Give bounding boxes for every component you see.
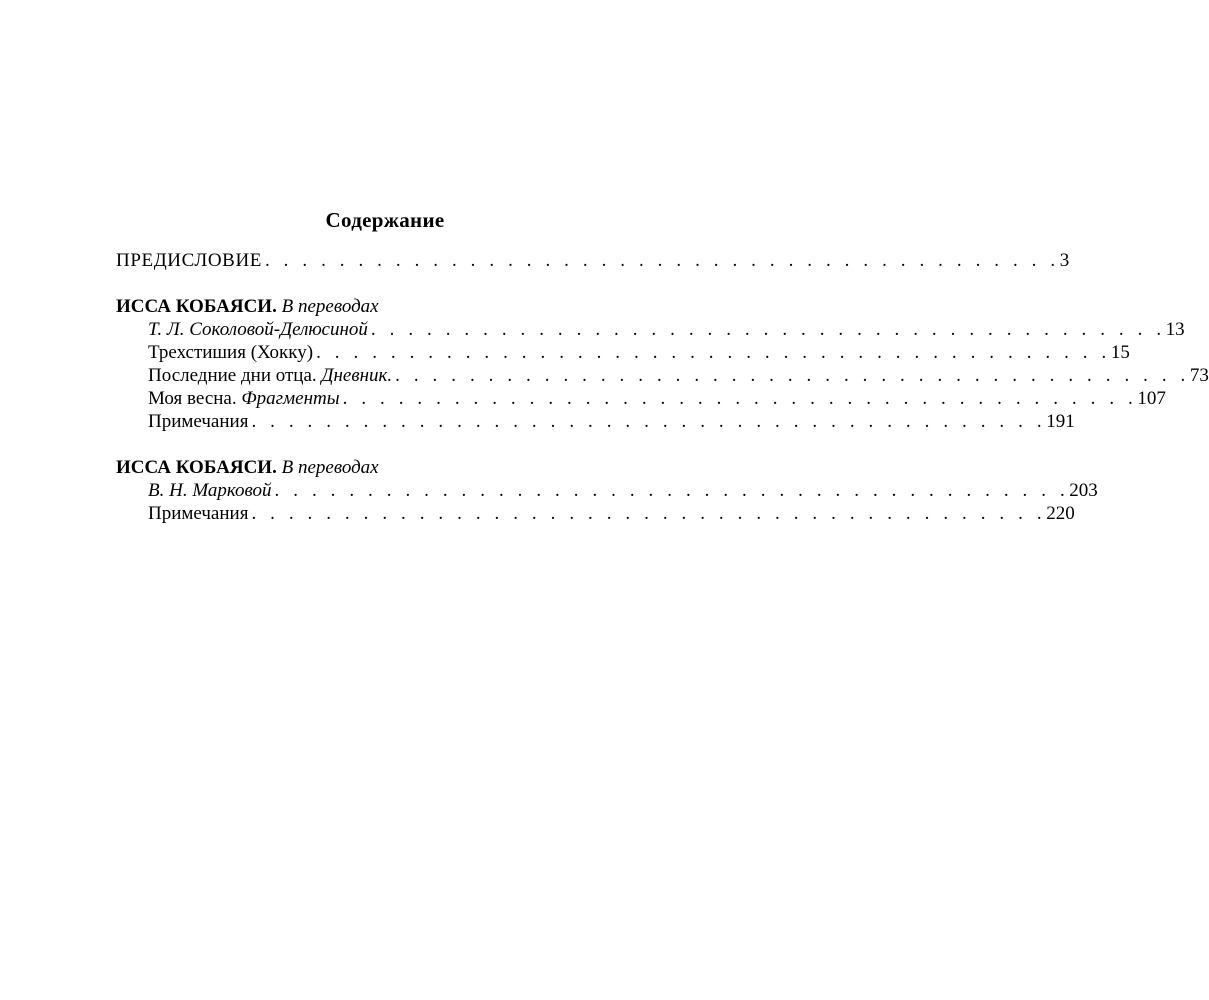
toc-entry-label: Примечания <box>148 411 249 432</box>
toc-entry <box>148 364 1209 388</box>
section-translation-note: В переводах <box>281 296 379 317</box>
toc-entry-preface <box>116 249 1070 273</box>
toc-entry-label: Примечания <box>148 503 249 524</box>
toc-page-number: 3 <box>1059 250 1070 271</box>
toc-page-number: 73 <box>1189 365 1209 386</box>
toc-entry <box>148 318 1185 342</box>
section-author: ИССА КОБАЯСИ. <box>116 296 277 317</box>
dot-leader: . . . . . . . . . . . . . . . . . . . . . . . . . . . . . . . . . . . . . . . . . . . <box>264 250 1060 271</box>
dot-leader: . . . . . . . . . . . . . . . . . . . . . . . . . . . . . . . . . . . . . . . . . . . <box>370 319 1166 340</box>
toc-entry-label-main: Моя весна. <box>148 388 237 409</box>
toc-entry-label-main: Последние дни отца. <box>148 365 317 386</box>
toc-entry-label: Т. Л. Соколовой-Делюсиной <box>148 319 368 340</box>
toc-page-number: 220 <box>1046 503 1075 524</box>
toc-page-number: 191 <box>1046 411 1075 432</box>
toc-entry <box>148 479 1098 503</box>
section-heading-2 <box>116 456 379 480</box>
toc-page-number: 13 <box>1165 319 1185 340</box>
dot-leader: . . . . . . . . . . . . . . . . . . . . . . . . . . . . . . . . . . . . . . . . . . . <box>274 480 1070 501</box>
toc-entry-label: В. Н. Марковой <box>148 480 272 501</box>
dot-leader: . . . . . . . . . . . . . . . . . . . . . . . . . . . . . . . . . . . . . . . . . . . <box>316 342 1111 363</box>
toc-entry <box>148 341 1130 365</box>
toc-entry-label: ПРЕДИСЛОВИЕ <box>116 250 262 271</box>
toc-entry-label: Трехстишия (Хокку) <box>148 342 314 363</box>
toc-entry-label <box>148 364 392 388</box>
dot-leader: . . . . . . . . . . . . . . . . . . . . . . . . . . . . . . . . . . . . . . . . . . . <box>251 411 1047 432</box>
section-translation-note: В переводах <box>281 457 379 478</box>
toc-entry-label-italic: Дневник. <box>321 365 393 386</box>
dot-leader: . . . . . . . . . . . . . . . . . . . . . . . . . . . . . . . . . . . . . . . . . . . <box>342 388 1138 409</box>
toc-entry-label-italic: Фрагменты <box>241 388 340 409</box>
toc-entry <box>148 502 1075 526</box>
toc-page-number: 15 <box>1110 342 1130 363</box>
toc-entry <box>148 410 1075 434</box>
section-author: ИССА КОБАЯСИ. <box>116 457 277 478</box>
toc-page-number: 203 <box>1069 480 1098 501</box>
toc-entry <box>148 387 1166 411</box>
toc-page-number: 107 <box>1137 388 1166 409</box>
toc-entry-label <box>148 387 340 411</box>
dot-leader: . . . . . . . . . . . . . . . . . . . . . . . . . . . . . . . . . . . . . . . . . . . <box>251 503 1047 524</box>
dot-leader: . . . . . . . . . . . . . . . . . . . . . . . . . . . . . . . . . . . . . . . . . . . <box>395 365 1190 386</box>
section-heading-1 <box>116 295 379 319</box>
page-title: Содержание <box>325 208 445 232</box>
